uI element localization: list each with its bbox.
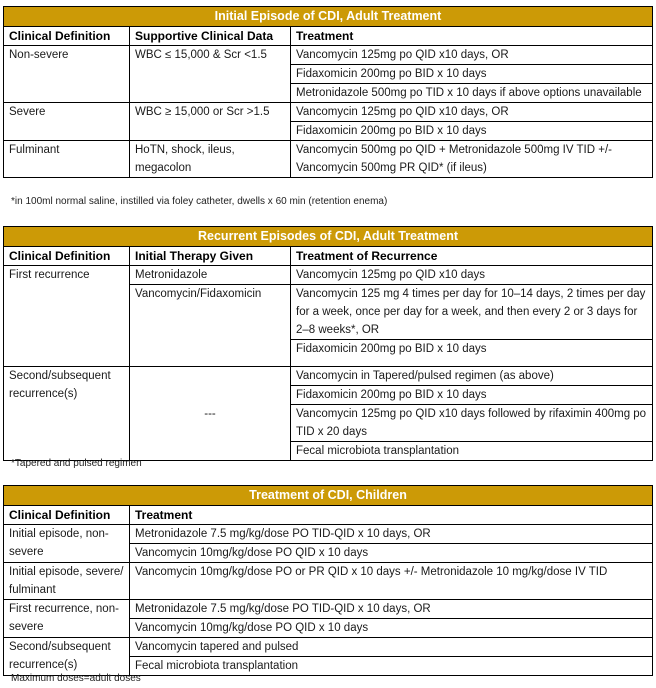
footnote: *in 100ml normal saline, instilled via foley catheter, dwells x 60 min (retention enema) [11, 196, 388, 207]
table-row [4, 103, 653, 122]
treatment-cell: Vancomycin 500mg po QID + Metronidazole 500mg IV TID +/- Vancomycin 500mg PR QID* (if ileus) [291, 141, 653, 178]
table-row [4, 525, 653, 544]
column-header: Clinical Definition [4, 27, 130, 46]
treatment-cell: Vancomycin 10mg/kg/dose PO or PR QID x 10 days +/- Metronidazole 10 mg/kg/dose IV TID [130, 563, 653, 600]
treatment-cell: Vancomycin tapered and pulsed [130, 638, 653, 657]
table-title: Initial Episode of CDI, Adult Treatment [4, 7, 653, 27]
column-header: Treatment [130, 506, 653, 525]
treatment-cell: Fidaxomicin 200mg po BID x 10 days [291, 386, 653, 405]
table-row [4, 600, 653, 619]
children-treatment-table [3, 485, 653, 676]
treatment-cell: Vancomycin 125mg po QID x10 days, OR [291, 46, 653, 65]
treatment-cell: Vancomycin 125 mg 4 times per day for 10–14 days, 2 times per day for a week, once per day for a week, and then every 2 or 3 days for 2–8 weeks*, OR [291, 285, 653, 340]
clinical-definition: Second/subsequent recurrence(s) [4, 367, 130, 461]
treatment-cell: Vancomycin 10mg/kg/dose PO QID x 10 days [130, 619, 653, 638]
table-row [4, 367, 653, 386]
treatment-cell: Vancomycin 125mg po QID x10 days followed by rifaximin 400mg po TID x 20 days [291, 405, 653, 442]
table-row [4, 563, 653, 600]
column-header: Clinical Definition [4, 247, 130, 266]
treatment-cell: Fecal microbiota transplantation [130, 657, 653, 676]
treatment-cell: Metronidazole 500mg po TID x 10 days if above options unavailable [291, 84, 653, 103]
clinical-definition: Severe [4, 103, 130, 141]
initial-therapy: --- [130, 367, 291, 461]
initial-therapy: Metronidazole [130, 266, 291, 285]
treatment-cell: Metronidazole 7.5 mg/kg/dose PO TID-QID x 10 days, OR [130, 600, 653, 619]
supportive-data: WBC ≤ 15,000 & Scr <1.5 [130, 46, 291, 103]
footnote: *Tapered and pulsed regimen [11, 458, 142, 469]
treatment-cell: Fidaxomicin 200mg po BID x 10 days [291, 122, 653, 141]
treatment-cell: Vancomycin 125mg po QID x10 days [291, 266, 653, 285]
initial-therapy: Vancomycin/Fidaxomicin [130, 285, 291, 367]
column-header: Treatment [291, 27, 653, 46]
clinical-definition: Initial episode, severe/ fulminant [4, 563, 130, 600]
initial-episode-table [3, 6, 653, 178]
column-header: Treatment of Recurrence [291, 247, 653, 266]
treatment-cell: Fecal microbiota transplantation [291, 442, 653, 461]
treatment-cell: Metronidazole 7.5 mg/kg/dose PO TID-QID x 10 days, OR [130, 525, 653, 544]
column-header: Clinical Definition [4, 506, 130, 525]
column-header: Initial Therapy Given [130, 247, 291, 266]
column-header: Supportive Clinical Data [130, 27, 291, 46]
clinical-definition: Fulminant [4, 141, 130, 178]
table-title: Treatment of CDI, Children [4, 486, 653, 506]
table-row [4, 638, 653, 657]
clinical-definition: Non-severe [4, 46, 130, 103]
treatment-cell: Fidaxomicin 200mg po BID x 10 days [291, 340, 653, 367]
table-row [4, 141, 653, 178]
treatment-cell: Vancomycin 10mg/kg/dose PO QID x 10 days [130, 544, 653, 563]
treatment-cell: Fidaxomicin 200mg po BID x 10 days [291, 65, 653, 84]
supportive-data: HoTN, shock, ileus, megacolon [130, 141, 291, 178]
table-row [4, 46, 653, 65]
treatment-cell: Vancomycin 125mg po QID x10 days, OR [291, 103, 653, 122]
clinical-definition: Second/subsequent recurrence(s) [4, 638, 130, 676]
clinical-definition: Initial episode, non-severe [4, 525, 130, 563]
table-row [4, 266, 653, 285]
treatment-cell: Vancomycin in Tapered/pulsed regimen (as above) [291, 367, 653, 386]
footnote: Maximum doses=adult doses [11, 673, 141, 684]
clinical-definition: First recurrence [4, 266, 130, 367]
recurrent-episodes-table [3, 226, 653, 461]
table-title: Recurrent Episodes of CDI, Adult Treatment [4, 227, 653, 247]
supportive-data: WBC ≥ 15,000 or Scr >1.5 [130, 103, 291, 141]
clinical-definition: First recurrence, non-severe [4, 600, 130, 638]
